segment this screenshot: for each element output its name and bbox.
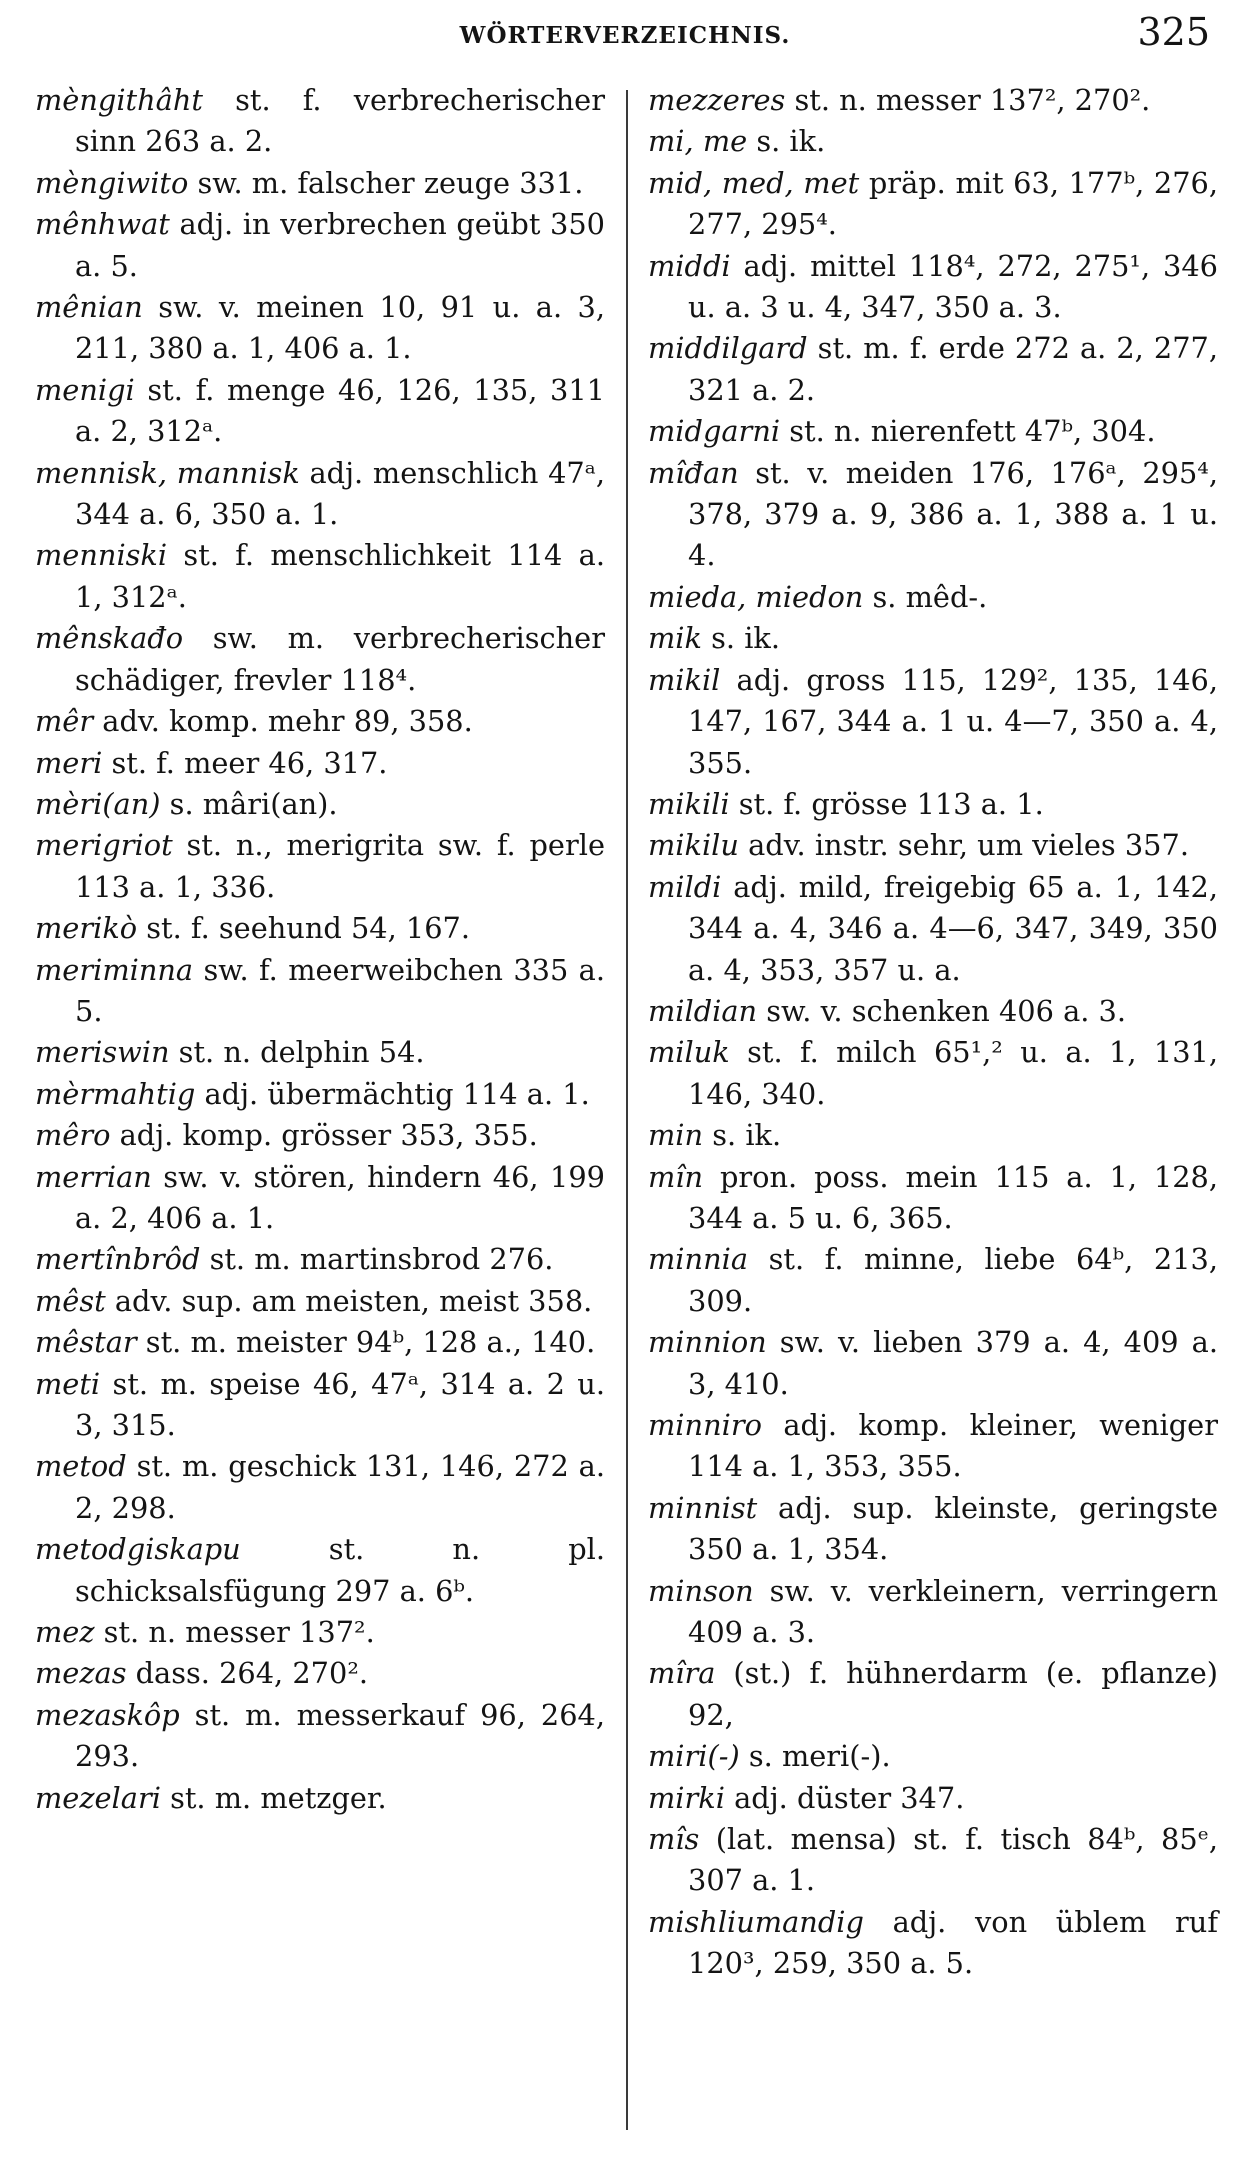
entry-definition: präp. mit 63, 177ᵇ, 276, 277, 295⁴. xyxy=(688,165,1218,242)
entry-definition: sw. m. falscher zeuge 331. xyxy=(188,165,584,200)
dictionary-entry xyxy=(648,784,1218,825)
dictionary-entry xyxy=(35,370,605,453)
dictionary-entry xyxy=(35,618,605,701)
dictionary-entry xyxy=(648,121,1218,162)
dictionary-entry xyxy=(35,784,605,825)
entry-definition: adj. gross 115, 129², 135, 146, 147, 167, 344 a. 1 u. 4—7, 350 a. 4, 355. xyxy=(688,662,1218,780)
entry-lemma: merikò xyxy=(35,911,138,946)
entry-definition: st. n. pl. schicksalsfügung 297 a. 6ᵇ. xyxy=(75,1532,605,1608)
entry-lemma: mertînbrôd xyxy=(35,1242,201,1277)
entry-definition: adj. komp. kleiner, weniger 114 a. 1, 353, 355. xyxy=(688,1408,1218,1484)
entry-lemma: minson xyxy=(648,1573,754,1608)
dictionary-entry xyxy=(648,1032,1218,1115)
entry-lemma: metodgiskapu xyxy=(35,1532,241,1567)
entry-lemma: mikilu xyxy=(648,828,739,863)
dictionary-entry xyxy=(648,163,1218,246)
entry-definition: adj. von üblem ruf 120³, 259, 350 a. 5. xyxy=(688,1904,1218,1981)
entry-lemma: mîđan xyxy=(648,455,739,490)
entry-definition: s. mêd-. xyxy=(863,579,988,614)
entry-definition: st. m. meister 94ᵇ, 128 a., 140. xyxy=(136,1325,596,1360)
entry-definition: st. f. milch 65¹,² u. a. 1, 131, 146, 340. xyxy=(688,1035,1218,1111)
entry-lemma: merrian xyxy=(35,1159,152,1194)
entry-definition: s. meri(-). xyxy=(739,1739,891,1774)
entry-definition: st. m. messerkauf 96, 264, 293. xyxy=(75,1697,605,1774)
entry-lemma: mezelari xyxy=(35,1780,161,1815)
entry-lemma: mikili xyxy=(648,786,730,821)
dictionary-entry xyxy=(35,80,605,163)
dictionary-entry xyxy=(648,1488,1218,1571)
entry-definition: st. f. grösse 113 a. 1. xyxy=(729,786,1044,821)
entry-definition: st. m. speise 46, 47ᵃ, 314 a. 2 u. 3, 315. xyxy=(75,1366,605,1442)
entry-definition: adv. komp. mehr 89, 358. xyxy=(93,704,473,739)
entry-definition: pron. poss. mein 115 a. 1, 128, 344 a. 5 u. 6, 365. xyxy=(688,1159,1218,1235)
entry-definition: sw. m. verbrecherischer schädiger, frevler 118⁴. xyxy=(75,621,605,697)
left-column xyxy=(35,80,605,1819)
page-number: 325 xyxy=(1137,10,1210,54)
entry-lemma: mîs xyxy=(648,1822,700,1857)
entry-definition: st. m. metzger. xyxy=(160,1780,387,1815)
entry-definition: st. n. delphin 54. xyxy=(169,1035,425,1070)
entry-lemma: mezas xyxy=(35,1656,127,1691)
dictionary-entry xyxy=(35,1157,605,1240)
entry-definition: adj. sup. kleinste, geringste 350 a. 1, 354. xyxy=(688,1490,1218,1567)
entry-lemma: menigi xyxy=(35,372,135,407)
entry-lemma: mez xyxy=(35,1615,95,1650)
dictionary-entry xyxy=(35,535,605,618)
dictionary-entry xyxy=(648,1778,1218,1819)
entry-lemma: mèri(an) xyxy=(35,786,161,821)
dictionary-entry xyxy=(35,950,605,1033)
entry-definition: adj. übermächtig 114 a. 1. xyxy=(195,1076,590,1111)
entry-lemma: mi, me xyxy=(648,124,748,159)
dictionary-entry xyxy=(648,1571,1218,1654)
dictionary-entry xyxy=(648,328,1218,411)
entry-definition: adj. düster 347. xyxy=(724,1780,965,1815)
dictionary-entry xyxy=(648,1736,1218,1777)
entry-lemma: min xyxy=(648,1118,704,1153)
entry-lemma: mieda, miedon xyxy=(648,579,864,614)
entry-definition: sw. v. verkleinern, verringern 409 a. 3. xyxy=(688,1573,1218,1650)
entry-definition: st. f. menschlichkeit 114 a. 1, 312ᵃ. xyxy=(75,538,605,614)
entry-definition: sw. v. schenken 406 a. 3. xyxy=(757,993,1127,1028)
entry-lemma: mennisk, mannisk xyxy=(35,455,300,490)
dictionary-entry xyxy=(35,453,605,536)
entry-definition: st. f. minne, liebe 64ᵇ, 213, 309. xyxy=(688,1242,1218,1318)
dictionary-entry xyxy=(35,1446,605,1529)
entry-lemma: merigriot xyxy=(35,828,173,863)
entry-lemma: menniski xyxy=(35,538,168,573)
entry-definition: adj. in verbrechen geübt 350 a. 5. xyxy=(75,207,605,283)
entry-definition: adj. komp. grösser 353, 355. xyxy=(110,1118,538,1153)
entry-definition: adv. instr. sehr, um vieles 357. xyxy=(738,828,1189,863)
entry-lemma: metod xyxy=(35,1449,127,1484)
entry-lemma: mîra xyxy=(648,1656,716,1691)
dictionary-entry xyxy=(35,1032,605,1073)
running-title: WÖRTERVERZEICHNIS. xyxy=(459,22,791,49)
entry-lemma: mezaskôp xyxy=(35,1697,180,1732)
dictionary-entry xyxy=(35,1653,605,1694)
dictionary-entry xyxy=(35,287,605,370)
entry-definition: sw. v. meinen 10, 91 u. a. 3, 211, 380 a. 1, 406 a. 1. xyxy=(75,290,605,366)
dictionary-entry xyxy=(648,246,1218,329)
entry-definition: st. f. seehund 54, 167. xyxy=(137,911,471,946)
entry-lemma: middilgard xyxy=(648,331,808,366)
dictionary-entry xyxy=(35,1281,605,1322)
dictionary-entry xyxy=(35,1364,605,1447)
entry-definition: st. m. f. erde 272 a. 2, 277, 321 a. 2. xyxy=(688,331,1218,407)
entry-lemma: miluk xyxy=(648,1035,730,1070)
entry-lemma: meriminna xyxy=(35,952,194,987)
entry-lemma: mêstar xyxy=(35,1325,137,1360)
dictionary-entry xyxy=(35,1778,605,1819)
entry-lemma: mirki xyxy=(648,1780,725,1815)
entry-lemma: mêr xyxy=(35,704,94,739)
dictionary-entry xyxy=(35,163,605,204)
entry-definition: dass. 264, 270². xyxy=(126,1656,369,1691)
entry-definition: s. ik. xyxy=(701,621,781,656)
entry-lemma: mik xyxy=(648,621,702,656)
dictionary-entry xyxy=(648,867,1218,991)
entry-definition: st. n. nierenfett 47ᵇ, 304. xyxy=(780,414,1156,449)
dictionary-entry xyxy=(35,1695,605,1778)
entry-definition: (st.) f. hühnerdarm (e. pflanze) 92, xyxy=(688,1656,1218,1732)
entry-lemma: mèngithâht xyxy=(35,83,203,117)
page-header xyxy=(40,8,1210,64)
entry-definition: st. n. messer 137². xyxy=(94,1615,375,1650)
entry-definition: st. m. geschick 131, 146, 272 a. 2, 298. xyxy=(75,1449,605,1525)
entry-lemma: minnion xyxy=(648,1325,767,1360)
entry-definition: st. f. verbrecherischer sinn 263 a. 2. xyxy=(75,83,605,159)
entry-definition: s. mâri(an). xyxy=(160,786,338,821)
dictionary-entry xyxy=(648,1819,1218,1902)
entry-lemma: middi xyxy=(648,248,731,283)
entry-lemma: mèngiwito xyxy=(35,165,189,200)
column-divider xyxy=(626,90,628,2130)
entry-definition: st. n., merigrita sw. f. perle 113 a. 1, 336. xyxy=(75,828,605,904)
entry-definition: st. n. messer 137², 270². xyxy=(785,83,1151,117)
entry-definition: st. f. menge 46, 126, 135, 311 a. 2, 312ᵃ. xyxy=(75,372,605,449)
entry-definition: adj. mild, freigebig 65 a. 1, 142, 344 a. 4, 346 a. 4—6, 347, 349, 350 a. 4, 353, 357 u. a. xyxy=(688,869,1218,987)
dictionary-entry xyxy=(35,1529,605,1612)
entry-definition: sw. f. meerweibchen 335 a. 5. xyxy=(75,952,605,1028)
entry-lemma: mid, med, met xyxy=(648,165,860,200)
dictionary-entry xyxy=(648,1653,1218,1736)
dictionary-entry xyxy=(35,1612,605,1653)
entry-lemma: mishliumandig xyxy=(648,1904,864,1939)
dictionary-entry xyxy=(648,1239,1218,1322)
entry-definition: st. m. martinsbrod 276. xyxy=(200,1242,554,1277)
dictionary-entry xyxy=(648,1902,1218,1985)
dictionary-entry xyxy=(35,1115,605,1156)
dictionary-entry xyxy=(648,1115,1218,1156)
dictionary-entry xyxy=(35,701,605,742)
entry-definition: adj. menschlich 47ᵃ, 344 a. 6, 350 a. 1. xyxy=(75,455,605,532)
entry-lemma: meti xyxy=(35,1366,101,1401)
entry-lemma: meriswin xyxy=(35,1035,170,1070)
dictionary-entry xyxy=(35,908,605,949)
entry-definition: sw. v. stören, hindern 46, 199 a. 2, 406 a. 1. xyxy=(75,1159,605,1235)
entry-lemma: mikil xyxy=(648,662,721,697)
entry-lemma: mênian xyxy=(35,290,143,325)
entry-definition: st. v. meiden 176, 176ᵃ, 295⁴, 378, 379 a. 9, 386 a. 1, 388 a. 1 u. 4. xyxy=(688,455,1218,573)
dictionary-entry xyxy=(648,618,1218,659)
entry-lemma: mênskađo xyxy=(35,621,184,656)
entry-lemma: meri xyxy=(35,745,103,780)
dictionary-entry xyxy=(648,577,1218,618)
entry-lemma: mêst xyxy=(35,1283,106,1318)
dictionary-entry xyxy=(648,991,1218,1032)
entry-lemma: mildian xyxy=(648,993,758,1028)
dictionary-entry xyxy=(648,1322,1218,1405)
dictionary-entry xyxy=(648,1405,1218,1488)
entry-lemma: midgarni xyxy=(648,414,781,449)
entry-lemma: mîn xyxy=(648,1159,704,1194)
dictionary-entry xyxy=(35,1239,605,1280)
dictionary-entry xyxy=(648,80,1218,121)
entry-definition: sw. v. lieben 379 a. 4, 409 a. 3, 410. xyxy=(688,1325,1218,1401)
entry-definition: (lat. mensa) st. f. tisch 84ᵇ, 85ᵉ, 307 a. 1. xyxy=(688,1822,1218,1898)
entry-lemma: minnia xyxy=(648,1242,748,1277)
entry-definition: s. ik. xyxy=(747,124,826,159)
right-column xyxy=(648,80,1218,1985)
entry-lemma: mildi xyxy=(648,869,722,904)
dictionary-entry xyxy=(35,1074,605,1115)
entry-definition: adv. sup. am meisten, meist 358. xyxy=(105,1283,593,1318)
entry-definition: st. f. meer 46, 317. xyxy=(102,745,388,780)
dictionary-entry xyxy=(648,825,1218,866)
entry-lemma: mênhwat xyxy=(35,207,170,242)
entry-lemma: minniro xyxy=(648,1408,762,1442)
dictionary-entry xyxy=(648,411,1218,452)
dictionary-entry xyxy=(648,660,1218,784)
entry-lemma: mêro xyxy=(35,1118,111,1153)
entry-lemma: miri(-) xyxy=(648,1739,740,1774)
entry-lemma: minnist xyxy=(648,1490,758,1525)
entry-definition: adj. mittel 118⁴, 272, 275¹, 346 u. a. 3 u. 4, 347, 350 a. 3. xyxy=(688,248,1218,325)
dictionary-entry xyxy=(35,204,605,287)
dictionary-entry xyxy=(648,453,1218,577)
dictionary-entry xyxy=(35,1322,605,1363)
dictionary-entry xyxy=(648,1157,1218,1240)
dictionary-entry xyxy=(35,825,605,908)
entry-lemma: mezzeres xyxy=(648,83,786,117)
entry-lemma: mèrmahtig xyxy=(35,1076,196,1111)
dictionary-entry xyxy=(35,743,605,784)
entry-definition: s. ik. xyxy=(703,1118,782,1153)
